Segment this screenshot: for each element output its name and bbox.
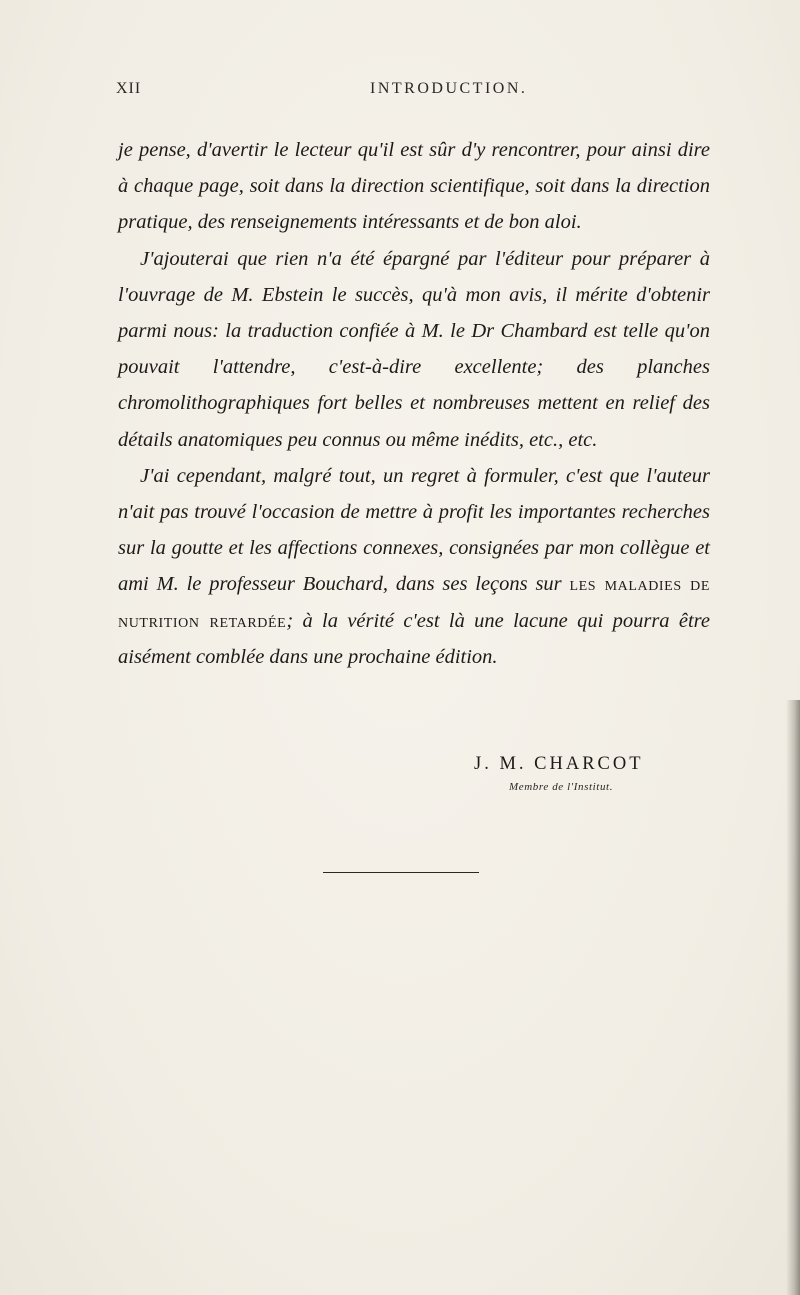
page-edge-shadow (786, 700, 800, 1295)
running-title: INTRODUCTION. (370, 80, 528, 97)
book-title-smallcaps: les maladies de nutrition retardée (118, 573, 711, 632)
author-signature: J. M. CHARCOT (474, 754, 644, 774)
paragraph-1: je pense, d'avertir le lecteur qu'il est sûr d'y rencontrer, pour ainsi dire à chaque page, soit dans la direction scientifique, soit dans la direction pratique, des renseignements intéressants et de bon aloi. (118, 139, 710, 234)
paragraph-2: J'ajouterai que rien n'a été épargné par l'éditeur pour préparer à l'ouvrage de M. Ebstein le succès, qu'à mon avis, il mérite d'obtenir parmi nous: la traduction confiée à M. le Dr Chambard est telle qu'on pouvait l'attendre, c'est-à-dire excellente; des planches chromolithographiques fort belles et nombreuses mettent en relief des détails anatomiques peu connus ou même inédits, etc., etc. (118, 247, 710, 451)
paragraph-3 (118, 458, 710, 675)
paragraph-3-end: ; à la vérité c'est là une lacune qui pourra être aisément comblée dans une prochaine édition. (118, 609, 710, 668)
page-number: XII (116, 80, 142, 97)
running-head (116, 80, 716, 104)
text-body (118, 132, 710, 675)
author-title: Membre de l'Institut. (509, 781, 614, 793)
paragraph-3-start: J'ai cependant, malgré tout, un regret à formuler, c'est que l'auteur n'ait pas trouvé l'occasion de mettre à profit les importantes recherches sur la goutte et les affections connexes, consignées par mon collègue et ami M. le professeur Bouchard, dans ses leçons sur (118, 464, 710, 596)
section-rule (323, 872, 479, 873)
